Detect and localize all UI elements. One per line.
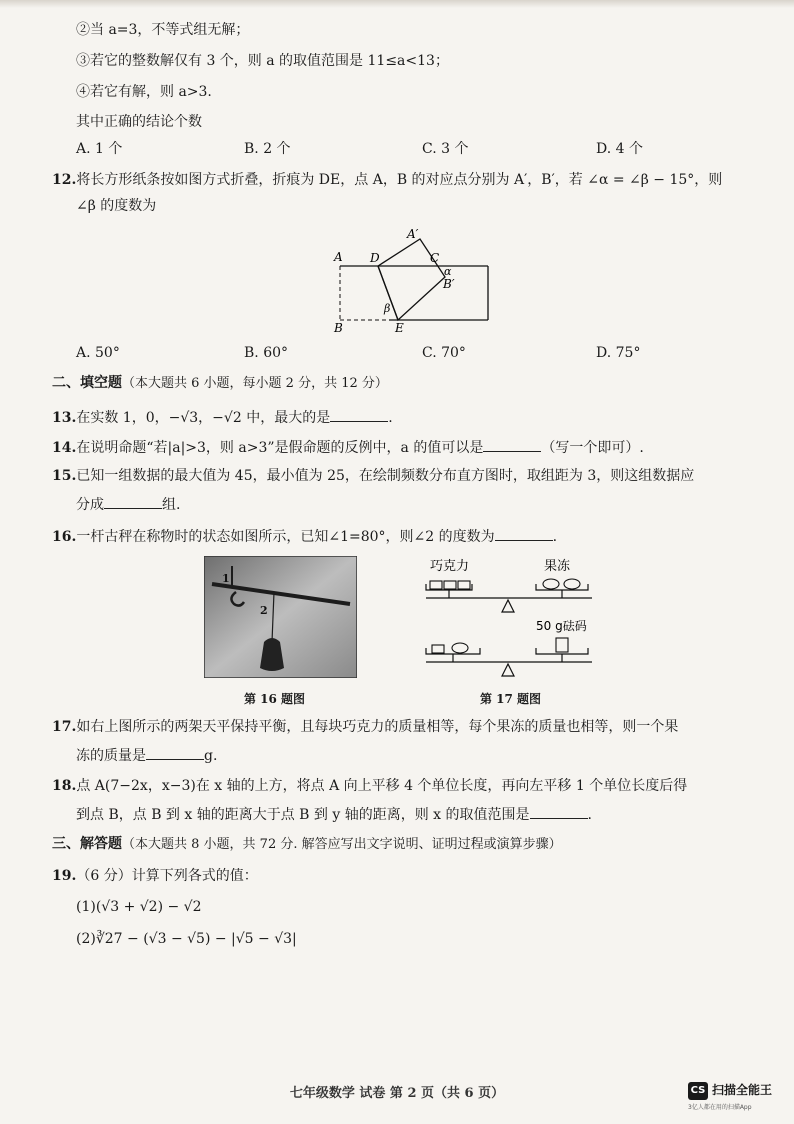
q19-text: （6 分）计算下列各式的值： bbox=[76, 868, 258, 884]
label-chocolate: 巧克力 bbox=[430, 559, 470, 574]
q14-blank bbox=[483, 437, 541, 452]
chocolate-block bbox=[430, 581, 442, 589]
q18-line1 bbox=[52, 776, 687, 796]
q16-text: 一杆古秤在称物时的状态如图所示，已知∠1=80°，则∠2 的度数为 bbox=[76, 529, 495, 545]
q12-text-line1 bbox=[52, 170, 722, 190]
q11-item4: ④若它有解，则 a>3. bbox=[76, 84, 212, 100]
q17-text1: 如右上图所示的两架天平保持平衡，且每块巧克力的质量相等，每个果冻的质量也相等，则一个果 bbox=[76, 719, 679, 735]
jelly-cup bbox=[452, 643, 468, 653]
label-c: C bbox=[430, 251, 440, 265]
q12-fold-figure bbox=[326, 220, 496, 335]
q17-line2 bbox=[76, 745, 217, 766]
angle-2-label: 2 bbox=[260, 604, 268, 617]
chocolate-block bbox=[458, 581, 470, 589]
q18-text-a: 到点 B，点 B 到 x 轴的距离大于点 B 到 y 轴的距离，则 x 的取值范围是 bbox=[76, 807, 530, 823]
q11-prompt: 其中正确的结论个数 bbox=[76, 114, 202, 130]
cs-logo-icon: CS bbox=[688, 1082, 708, 1100]
balance-2 bbox=[426, 638, 592, 676]
q19-number: 19. bbox=[52, 868, 77, 884]
section3-heading bbox=[52, 834, 562, 855]
scanner-watermark bbox=[688, 1080, 788, 1114]
q15-text-a: 分成 bbox=[76, 497, 104, 513]
q15-blank bbox=[104, 494, 162, 509]
q14-text: 在说明命题“若|a|>3，则 a>3”是假命题的反例中，a 的值可以是 bbox=[76, 440, 484, 456]
section3-note: （本大题共 8 小题，共 72 分. 解答应写出文字说明、证明过程或演算步骤） bbox=[122, 837, 562, 852]
q15-text1: 已知一组数据的最大值为 45，最小值为 25，在绘制频数分布直方图时，取组距为 3，则这组数据应 bbox=[76, 468, 695, 484]
label-a-prime: A′ bbox=[407, 227, 419, 241]
label-jelly: 果冻 bbox=[544, 559, 571, 574]
fulcrum bbox=[502, 664, 514, 676]
jelly-cup bbox=[543, 579, 559, 589]
q16-caption: 第 16 题图 bbox=[244, 692, 306, 706]
q13-number: 13. bbox=[52, 410, 77, 426]
chocolate-block bbox=[444, 581, 456, 589]
label-beta: β bbox=[384, 302, 391, 315]
section3-title: 三、解答题 bbox=[52, 836, 122, 852]
q14-end: （写一个即可）. bbox=[541, 440, 644, 456]
q14-number: 14. bbox=[52, 440, 77, 456]
q12-text1: 将长方形纸条按如图方式折叠，折痕为 DE，点 A，B 的对应点分别为 A′，B′，若 ∠α = ∠β − 15°，则 bbox=[76, 172, 723, 188]
label-d: D bbox=[370, 251, 380, 265]
jelly-cup bbox=[564, 579, 580, 589]
angle-1-label: 1 bbox=[222, 572, 230, 585]
q16-number: 16. bbox=[52, 529, 77, 545]
q17-blank bbox=[146, 745, 204, 760]
q17-number: 17. bbox=[52, 719, 77, 735]
q13-blank bbox=[330, 407, 388, 422]
q11-item3: ③若它的整数解仅有 3 个，则 a 的取值范围是 11≤a<13； bbox=[76, 53, 449, 69]
q18-text1: 点 A(7−2x，x−3)在 x 轴的上方，将点 A 向上平移 4 个单位长度，再向左平移 1 个单位长度后得 bbox=[76, 778, 688, 794]
q18-end: . bbox=[587, 807, 592, 823]
q13-text: 在实数 1，0，−√3，−√2 中，最大的是 bbox=[76, 410, 331, 426]
page-footer: 七年级数学 试卷 第 2 页（共 6 页） bbox=[289, 1086, 505, 1101]
logo-tagline: 3亿人都在用的扫描App bbox=[688, 1104, 752, 1111]
weight-block bbox=[556, 638, 568, 652]
q18-number: 18. bbox=[52, 778, 77, 794]
label-e: E bbox=[395, 321, 404, 335]
q16 bbox=[52, 526, 557, 547]
section2-note: （本大题共 6 小题，每小题 2 分，共 12 分） bbox=[122, 376, 388, 391]
q15-end: 组. bbox=[162, 497, 181, 513]
section2-title: 二、填空题 bbox=[52, 375, 122, 391]
q11-option-a: A. 1 个 bbox=[76, 141, 123, 157]
q11-item2: ②当 a=3，不等式组无解； bbox=[76, 22, 250, 38]
q17-end: g. bbox=[204, 748, 218, 764]
label-weight: 50 g砝码 bbox=[536, 619, 587, 633]
q19-part2: (2)∛27 − (√3 − √5) − |√5 − √3| bbox=[76, 931, 297, 947]
label-b: B bbox=[334, 321, 343, 335]
scan-top-edge bbox=[0, 0, 794, 8]
q19-part1: (1)(√3 + √2) − √2 bbox=[76, 899, 202, 915]
q13-end: . bbox=[388, 410, 393, 426]
q17-line1 bbox=[52, 717, 678, 737]
q11-option-b: B. 2 个 bbox=[244, 141, 291, 157]
q18-line2 bbox=[76, 804, 592, 825]
section2-heading bbox=[52, 373, 388, 394]
q12-option-b: B. 60° bbox=[244, 345, 289, 361]
q11-option-c: C. 3 个 bbox=[422, 141, 469, 157]
q16-blank bbox=[495, 526, 553, 541]
balance-1 bbox=[426, 579, 592, 612]
q12-number: 12. bbox=[52, 172, 77, 188]
label-alpha: α bbox=[444, 265, 452, 278]
fulcrum bbox=[502, 600, 514, 612]
chocolate-block bbox=[432, 645, 444, 653]
label-a: A bbox=[334, 250, 343, 264]
q12-option-d: D. 75° bbox=[596, 345, 641, 361]
q15-line1 bbox=[52, 466, 694, 486]
label-b-prime: B′ bbox=[443, 277, 455, 291]
q17-balance-figure bbox=[420, 554, 600, 678]
q14 bbox=[52, 437, 644, 458]
q17-text-a: 冻的质量是 bbox=[76, 748, 146, 764]
q16-end: . bbox=[552, 529, 558, 545]
q12-option-c: C. 70° bbox=[422, 345, 466, 361]
q18-blank bbox=[530, 804, 588, 819]
q12-option-a: A. 50° bbox=[76, 345, 120, 361]
q17-caption: 第 17 题图 bbox=[480, 692, 542, 706]
q12-text-line2: ∠β 的度数为 bbox=[76, 198, 157, 214]
q15-number: 15. bbox=[52, 468, 77, 484]
q11-option-d: D. 4 个 bbox=[596, 141, 643, 157]
q13 bbox=[52, 407, 393, 428]
q16-scale-photo bbox=[204, 556, 357, 678]
q19-line bbox=[52, 866, 258, 886]
q15-line2 bbox=[76, 494, 180, 515]
logo-name: 扫描全能王 bbox=[712, 1083, 773, 1097]
